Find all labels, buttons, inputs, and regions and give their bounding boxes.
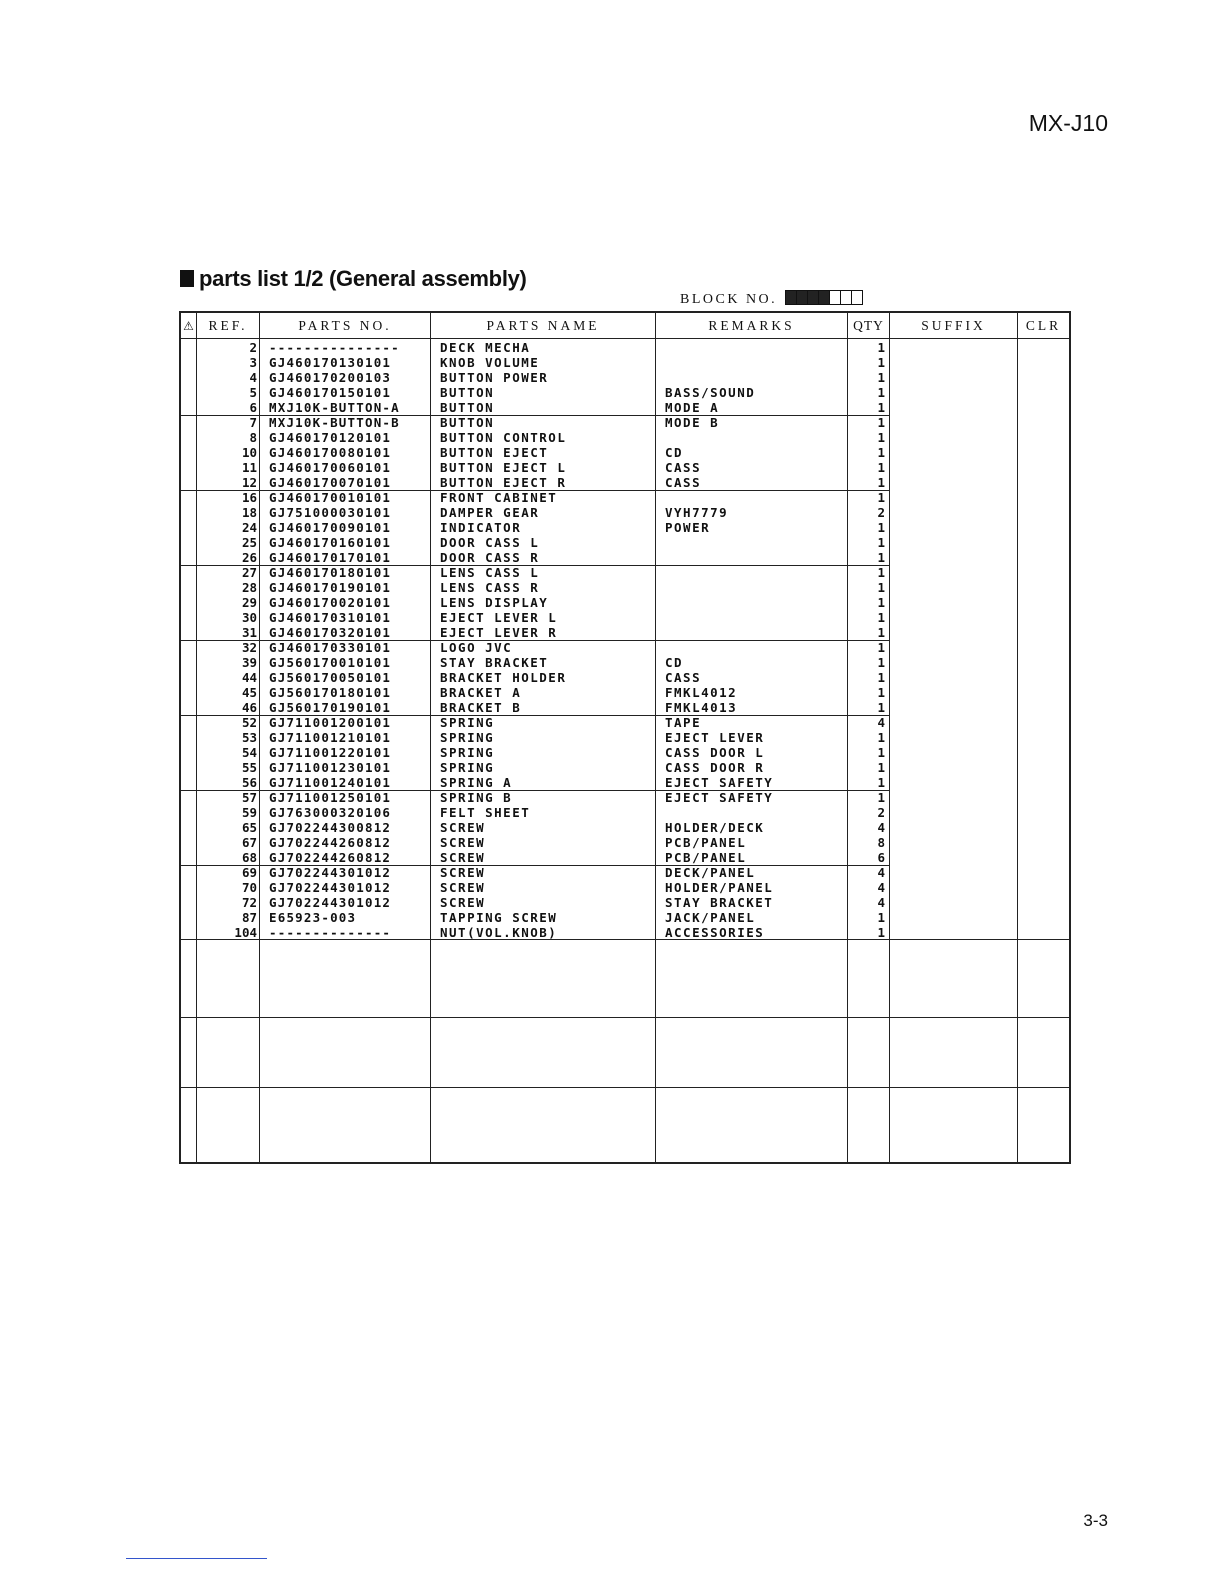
page-number: 3-3 [1083, 1511, 1108, 1530]
block-number-boxes [785, 290, 862, 310]
qty-cell: 1 [877, 580, 885, 595]
parts-name-cell: INDICATOR [440, 520, 522, 535]
ref-cell: 70 [241, 880, 257, 895]
model-name: MX-J10 [1028, 110, 1108, 136]
table-row [181, 535, 1069, 550]
warning-icon: ⚠ [183, 319, 194, 333]
qty-cell: 4 [877, 715, 885, 730]
qty-cell: 1 [877, 565, 885, 580]
qty-cell: 4 [877, 880, 885, 895]
parts-no-cell: MXJ10K-BUTTON-B [269, 415, 400, 430]
qty-cell: 1 [877, 460, 885, 475]
ref-cell: 39 [241, 655, 257, 670]
ref-cell: 32 [241, 640, 257, 655]
ref-cell: 53 [241, 730, 257, 745]
ref-cell: 59 [241, 805, 257, 820]
parts-no-cell: GJ460170070101 [269, 475, 392, 490]
parts-name-cell: DOOR CASS L [440, 535, 540, 550]
qty-cell: 4 [877, 820, 885, 835]
ref-cell: 29 [241, 595, 257, 610]
header-suffix: SUFFIX [921, 318, 986, 333]
parts-no-cell: GJ711001220101 [269, 745, 392, 760]
qty-cell: 1 [877, 445, 885, 460]
qty-cell: 4 [877, 895, 885, 910]
parts-name-cell: BRACKET A [440, 685, 522, 700]
parts-no-cell: E65923-003 [269, 910, 357, 925]
parts-no-cell: GJ560170180101 [269, 685, 392, 700]
parts-name-cell: STAY BRACKET [440, 655, 549, 670]
square-bullet-icon [180, 270, 194, 287]
table-row [181, 670, 1069, 685]
qty-cell: 1 [877, 355, 885, 370]
table-row [181, 430, 1069, 445]
remarks-cell: BASS/SOUND [665, 385, 756, 400]
parts-no-cell: GJ702244260812 [269, 835, 392, 850]
remarks-cell: VYH7779 [665, 505, 729, 520]
parts-no-cell: GJ460170320101 [269, 625, 392, 640]
parts-table [179, 311, 1071, 1164]
parts-name-cell: SCREW [440, 865, 486, 880]
ref-cell: 3 [249, 355, 257, 370]
qty-cell: 1 [877, 595, 885, 610]
parts-no-cell: GJ711001240101 [269, 775, 392, 790]
qty-cell: 1 [877, 430, 885, 445]
table-row [181, 850, 1069, 865]
ref-cell: 4 [249, 370, 257, 385]
parts-name-cell: KNOB VOLUME [440, 355, 540, 370]
ref-cell: 104 [234, 925, 257, 940]
ref-cell: 5 [249, 385, 257, 400]
parts-no-cell: GJ460170190101 [269, 580, 392, 595]
remarks-cell: EJECT SAFETY [665, 790, 774, 805]
parts-no-cell: GJ560170050101 [269, 670, 392, 685]
ref-cell: 10 [241, 445, 257, 460]
remarks-cell: CD [665, 445, 684, 460]
parts-no-cell: GJ702244301012 [269, 880, 392, 895]
qty-cell: 1 [877, 340, 885, 355]
parts-no-cell: GJ711001230101 [269, 760, 392, 775]
parts-name-cell: TAPPING SCREW [440, 910, 558, 925]
header-ref: REF. [208, 318, 248, 333]
parts-no-cell: GJ460170170101 [269, 550, 392, 565]
remarks-cell: CASS [665, 475, 702, 490]
qty-cell: 1 [877, 685, 885, 700]
table-row [181, 490, 1069, 505]
parts-no-cell: GJ560170010101 [269, 655, 392, 670]
table-row [181, 460, 1069, 475]
parts-no-cell: GJ751000030101 [269, 505, 392, 520]
qty-cell: 1 [877, 655, 885, 670]
table-row [181, 775, 1069, 790]
parts-name-cell: FELT SHEET [440, 805, 531, 820]
table-row [181, 580, 1069, 595]
parts-no-cell: GJ460170120101 [269, 430, 392, 445]
parts-name-cell: DAMPER GEAR [440, 505, 540, 520]
ref-cell: 54 [241, 745, 257, 760]
parts-no-cell: GJ460170180101 [269, 565, 392, 580]
remarks-cell: CASS [665, 460, 702, 475]
qty-cell: 1 [877, 730, 885, 745]
table-row [181, 715, 1069, 730]
remarks-cell: CASS DOOR L [665, 745, 765, 760]
remarks-cell: CD [665, 655, 684, 670]
remarks-cell: CASS DOOR R [665, 760, 765, 775]
remarks-cell: PCB/PANEL [665, 835, 747, 850]
parts-name-cell: NUT(VOL.KNOB) [440, 925, 558, 940]
qty-cell: 1 [877, 640, 885, 655]
ref-cell: 57 [241, 790, 257, 805]
table-row [181, 640, 1069, 655]
table-row [181, 835, 1069, 850]
remarks-cell: PCB/PANEL [665, 850, 747, 865]
parts-no-cell: GJ460170010101 [269, 490, 392, 505]
parts-no-cell: GJ460170090101 [269, 520, 392, 535]
qty-cell: 4 [877, 865, 885, 880]
qty-cell: 1 [877, 760, 885, 775]
parts-name-cell: EJECT LEVER R [440, 625, 558, 640]
table-row [181, 610, 1069, 625]
parts-name-cell: BUTTON [440, 385, 495, 400]
qty-cell: 1 [877, 625, 885, 640]
qty-cell: 6 [877, 850, 885, 865]
table-row [181, 400, 1069, 415]
block-label: BLOCK NO. [680, 292, 778, 307]
header-clr: CLR [1025, 318, 1062, 333]
ref-cell: 56 [241, 775, 257, 790]
table-row [181, 700, 1069, 715]
parts-name-cell: LENS DISPLAY [440, 595, 549, 610]
remarks-cell: HOLDER/DECK [665, 820, 765, 835]
ref-cell: 68 [241, 850, 257, 865]
parts-name-cell: BUTTON EJECT [440, 445, 549, 460]
parts-no-cell: GJ702244301012 [269, 895, 392, 910]
parts-name-cell: SPRING [440, 760, 495, 775]
qty-cell: 1 [877, 910, 885, 925]
parts-name-cell: SPRING A [440, 775, 513, 790]
remarks-cell: JACK/PANEL [665, 910, 756, 925]
qty-cell: 1 [877, 925, 885, 940]
table-row [181, 385, 1069, 400]
qty-cell: 1 [877, 535, 885, 550]
parts-no-cell: GJ560170190101 [269, 700, 392, 715]
ref-cell: 67 [241, 835, 257, 850]
ref-cell: 30 [241, 610, 257, 625]
parts-no-cell: GJ711001210101 [269, 730, 392, 745]
ref-cell: 27 [241, 565, 257, 580]
parts-name-cell: SPRING [440, 730, 495, 745]
parts-no-cell: GJ460170130101 [269, 355, 392, 370]
table-row [181, 370, 1069, 385]
table-row [181, 760, 1069, 775]
footer-rule [126, 1558, 267, 1559]
ref-cell: 44 [241, 670, 257, 685]
table-row [181, 820, 1069, 835]
table-row [181, 655, 1069, 670]
table-row [181, 340, 1069, 355]
parts-no-cell: MXJ10K-BUTTON-A [269, 400, 400, 415]
section-title [180, 266, 527, 292]
parts-no-cell: GJ702244260812 [269, 850, 392, 865]
qty-cell: 1 [877, 610, 885, 625]
parts-no-cell: GJ460170060101 [269, 460, 392, 475]
parts-name-cell: FRONT CABINET [440, 490, 558, 505]
parts-name-cell: LENS CASS R [440, 580, 540, 595]
qty-cell: 2 [877, 505, 885, 520]
parts-name-cell: BRACKET B [440, 700, 522, 715]
remarks-cell: STAY BRACKET [665, 895, 774, 910]
remarks-cell: EJECT LEVER [665, 730, 765, 745]
ref-cell: 26 [241, 550, 257, 565]
table-row [181, 805, 1069, 820]
parts-name-cell: EJECT LEVER L [440, 610, 558, 625]
table-row [181, 625, 1069, 640]
parts-no-cell: GJ460170200103 [269, 370, 392, 385]
parts-no-cell: GJ460170080101 [269, 445, 392, 460]
qty-cell: 1 [877, 370, 885, 385]
ref-cell: 28 [241, 580, 257, 595]
table-row [181, 415, 1069, 430]
qty-cell: 2 [877, 805, 885, 820]
qty-cell: 1 [877, 775, 885, 790]
table-row [181, 445, 1069, 460]
remarks-cell: EJECT SAFETY [665, 775, 774, 790]
qty-cell: 8 [877, 835, 885, 850]
qty-cell: 1 [877, 385, 885, 400]
table-row [181, 505, 1069, 520]
parts-name-cell: SCREW [440, 850, 486, 865]
table-row [181, 910, 1069, 925]
ref-cell: 45 [241, 685, 257, 700]
parts-no-cell: GJ460170330101 [269, 640, 392, 655]
parts-no-cell: -------------- [269, 925, 392, 940]
parts-name-cell: BUTTON [440, 415, 495, 430]
ref-cell: 72 [241, 895, 257, 910]
header-parts-name: PARTS NAME [486, 318, 600, 333]
header-parts-no: PARTS NO. [298, 318, 392, 333]
table-row [181, 475, 1069, 490]
parts-name-cell: SPRING [440, 715, 495, 730]
parts-no-cell: --------------- [269, 340, 400, 355]
qty-cell: 1 [877, 475, 885, 490]
ref-cell: 2 [249, 340, 257, 355]
parts-no-cell: GJ763000320106 [269, 805, 392, 820]
parts-name-cell: SCREW [440, 820, 486, 835]
parts-name-cell: BUTTON CONTROL [440, 430, 567, 445]
remarks-cell: ACCESSORIES [665, 925, 765, 940]
ref-cell: 8 [249, 430, 257, 445]
parts-name-cell: LENS CASS L [440, 565, 540, 580]
ref-cell: 7 [249, 415, 257, 430]
parts-name-cell: SCREW [440, 895, 486, 910]
ref-cell: 52 [241, 715, 257, 730]
section-title-text: parts list 1/2 (General assembly) [199, 266, 527, 291]
parts-no-cell: GJ711001200101 [269, 715, 392, 730]
parts-no-cell: GJ460170150101 [269, 385, 392, 400]
remarks-cell: MODE A [665, 400, 720, 415]
parts-no-cell: GJ702244300812 [269, 820, 392, 835]
parts-name-cell: DOOR CASS R [440, 550, 540, 565]
table-row [181, 565, 1069, 580]
table-row [181, 880, 1069, 895]
table-row [181, 730, 1069, 745]
remarks-cell: FMKL4013 [665, 700, 738, 715]
qty-cell: 1 [877, 520, 885, 535]
table-row [181, 550, 1069, 565]
remarks-cell: DECK/PANEL [665, 865, 756, 880]
parts-name-cell: LOGO JVC [440, 640, 513, 655]
qty-cell: 1 [877, 670, 885, 685]
ref-cell: 25 [241, 535, 257, 550]
parts-name-cell: BUTTON POWER [440, 370, 549, 385]
ref-cell: 87 [241, 910, 257, 925]
ref-cell: 31 [241, 625, 257, 640]
remarks-cell: HOLDER/PANEL [665, 880, 774, 895]
parts-name-cell: SCREW [440, 880, 486, 895]
ref-cell: 18 [241, 505, 257, 520]
table-row [181, 865, 1069, 880]
block-number [680, 290, 862, 310]
parts-name-cell: BUTTON EJECT L [440, 460, 567, 475]
remarks-cell: CASS [665, 670, 702, 685]
remarks-cell: TAPE [665, 715, 702, 730]
parts-name-cell: BRACKET HOLDER [440, 670, 567, 685]
qty-cell: 1 [877, 490, 885, 505]
ref-cell: 11 [241, 460, 257, 475]
parts-name-cell: SCREW [440, 835, 486, 850]
parts-no-cell: GJ702244301012 [269, 865, 392, 880]
table-row [181, 790, 1069, 805]
table-row [181, 925, 1069, 940]
ref-cell: 65 [241, 820, 257, 835]
parts-no-cell: GJ460170160101 [269, 535, 392, 550]
qty-cell: 1 [877, 400, 885, 415]
table-row [181, 520, 1069, 535]
parts-no-cell: GJ711001250101 [269, 790, 392, 805]
header-qty: QTY [853, 318, 884, 333]
parts-no-cell: GJ460170020101 [269, 595, 392, 610]
remarks-cell: MODE B [665, 415, 720, 430]
parts-no-cell: GJ460170310101 [269, 610, 392, 625]
parts-name-cell: BUTTON [440, 400, 495, 415]
ref-cell: 55 [241, 760, 257, 775]
table-row [181, 685, 1069, 700]
remarks-cell: FMKL4012 [665, 685, 738, 700]
ref-cell: 6 [249, 400, 257, 415]
qty-cell: 1 [877, 415, 885, 430]
table-row [181, 595, 1069, 610]
qty-cell: 1 [877, 700, 885, 715]
ref-cell: 16 [241, 490, 257, 505]
ref-cell: 12 [241, 475, 257, 490]
table-row [181, 895, 1069, 910]
header-remarks: REMARKS [708, 318, 795, 333]
parts-name-cell: DECK MECHA [440, 340, 531, 355]
remarks-cell: POWER [665, 520, 711, 535]
qty-cell: 1 [877, 745, 885, 760]
parts-name-cell: SPRING [440, 745, 495, 760]
ref-cell: 24 [241, 520, 257, 535]
qty-cell: 1 [877, 550, 885, 565]
table-row [181, 355, 1069, 370]
parts-rows [181, 340, 1069, 940]
parts-name-cell: BUTTON EJECT R [440, 475, 567, 490]
qty-cell: 1 [877, 790, 885, 805]
ref-cell: 46 [241, 700, 257, 715]
table-row [181, 745, 1069, 760]
ref-cell: 69 [241, 865, 257, 880]
parts-name-cell: SPRING B [440, 790, 513, 805]
